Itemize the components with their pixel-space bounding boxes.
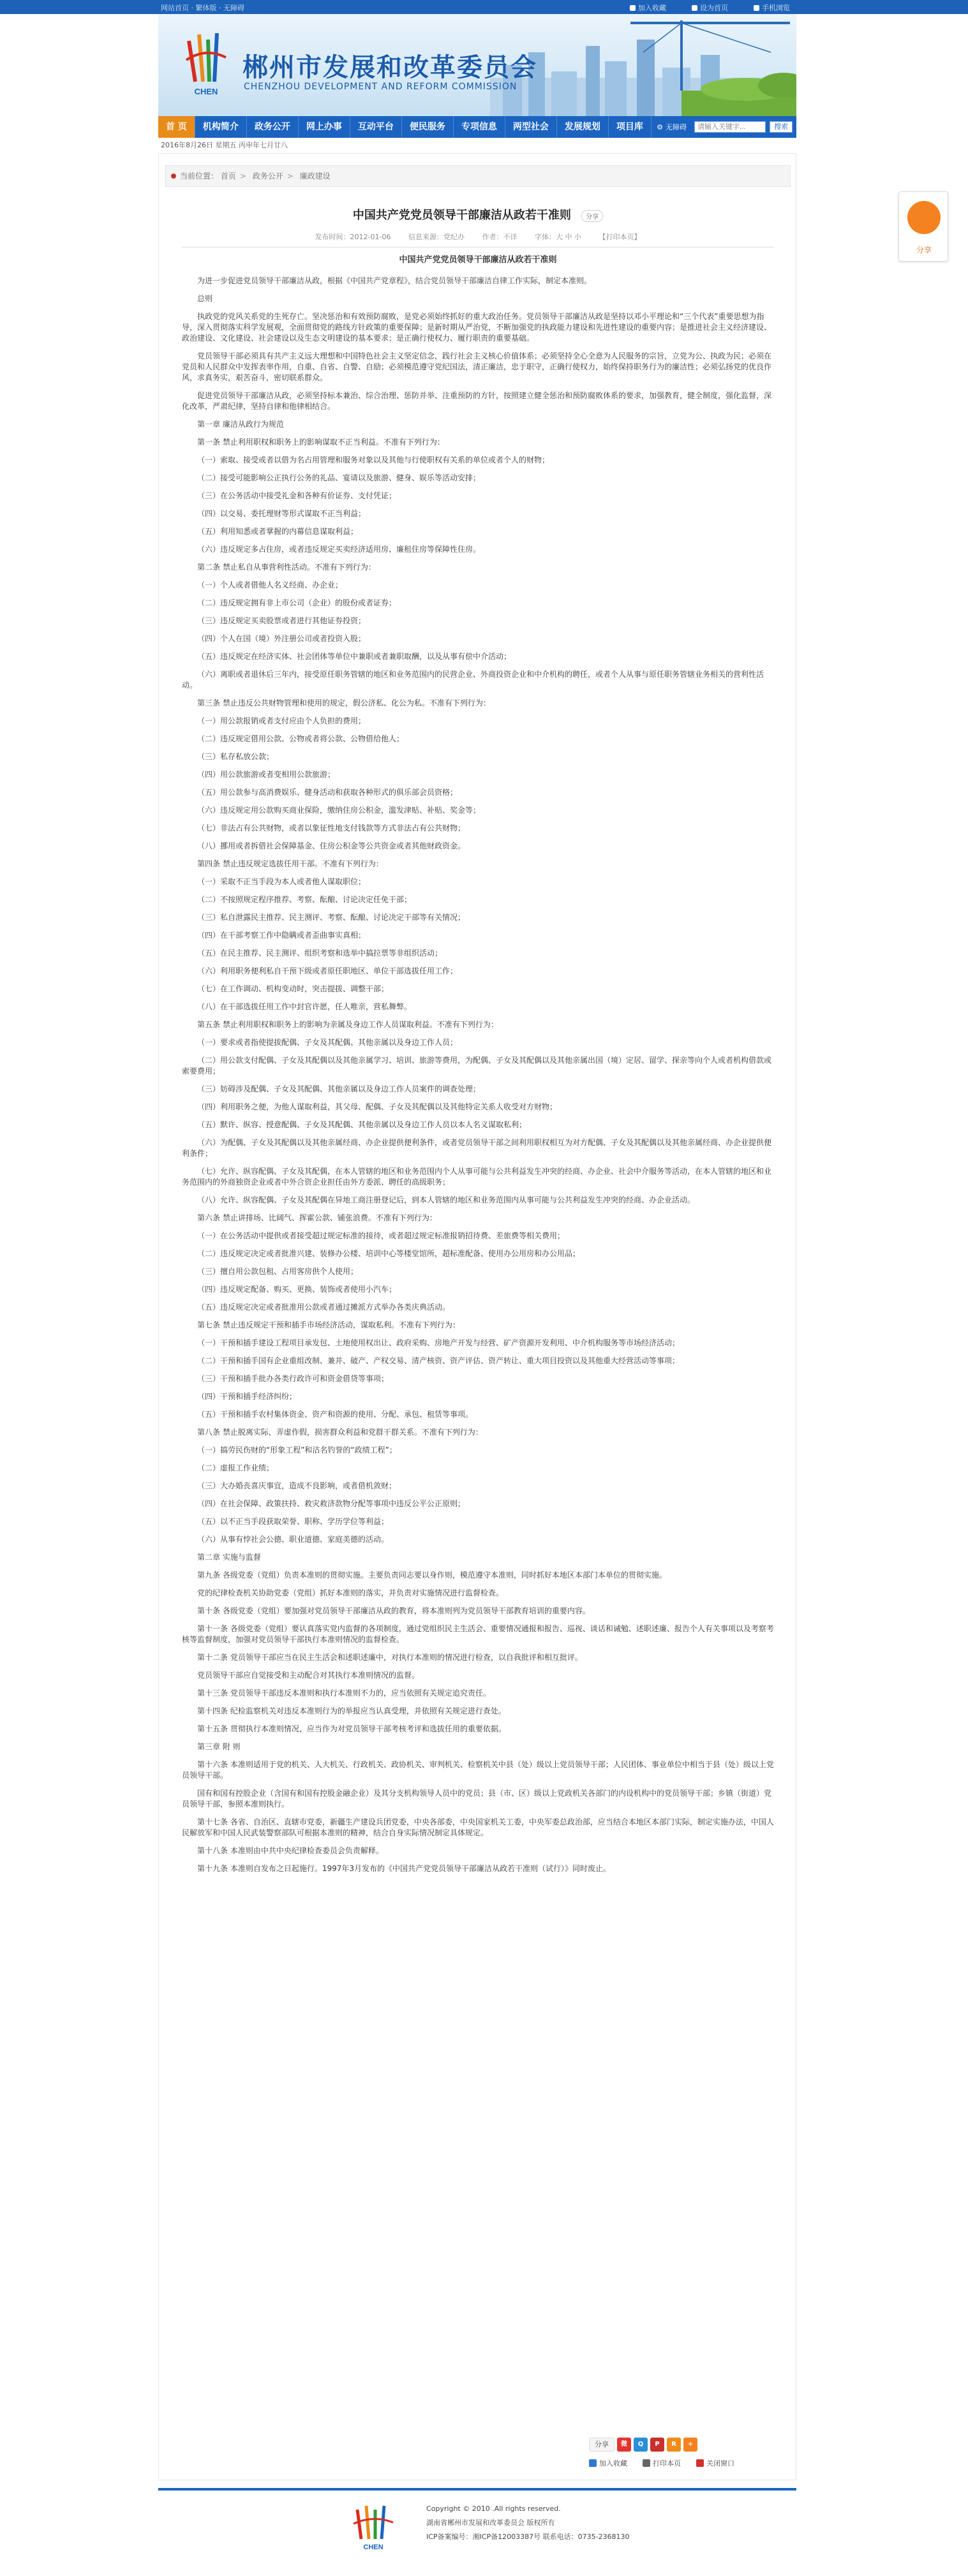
article-paragraph: （五）默许、纵容、授意配偶、子女及其配偶、其他亲属以及身边工作人员以本人名义谋取私利；	[197, 1120, 527, 1129]
icp-line: ICP备案编号：湘ICP备12003387号 联系电话：0735-2368130	[426, 2533, 630, 2541]
printer-icon	[643, 2459, 650, 2467]
add-favorite-tool[interactable]: 加入收藏	[589, 2458, 627, 2468]
article-paragraph: （一）用公款报销或者支付应由个人负担的费用；	[197, 716, 366, 725]
article-paragraph: （三）大办婚丧喜庆事宜，造成不良影响，或者借机敛财；	[197, 1481, 397, 1490]
main-content-panel	[158, 153, 796, 2480]
article-paragraph: （二）不按照规定程序推荐、考察、酝酿、讨论决定任免干部；	[197, 895, 412, 904]
pdf-icon[interactable]: P	[650, 2438, 664, 2452]
article-paragraph: （四）个人在国（境）外注册公司或者投资入股；	[197, 634, 366, 643]
logo-text: CHEN	[194, 87, 218, 96]
article-paragraph: （六）为配偶、子女及其配偶以及其他亲属经商、办企业提供便利条件，或者党员领导干部之间利用职权相互为对方配偶、子女及其配偶以及其他亲属经商、办企业提供便利条件；	[182, 1138, 772, 1158]
info-source: 信息来源：党纪办	[408, 233, 465, 241]
nav-item-interaction[interactable]: 互动平台	[350, 116, 402, 138]
article-paragraph: （五）违反规定决定或者批准用公款或者通过摊派方式举办各类庆典活动。	[197, 1303, 450, 1312]
article-paragraph: （三）违反规定买卖股票或者进行其他证券投资；	[197, 616, 366, 625]
article-paragraph: （六）违反规定多占住房，或者违反规定买卖经济适用房、廉租住房等保障性住房。	[197, 545, 481, 554]
article-paragraph: （二）违反规定拥有非上市公司（企业）的股份或者证券；	[197, 598, 397, 607]
article-paragraph: 第十九条 本准则自发布之日起施行。1997年3月发布的《中国共产党党员领导干部廉洁从政若干准则（试行）》同时废止。	[197, 1864, 611, 1873]
article-paragraph: （三）擅自用公款包租、占用客房供个人使用；	[197, 1267, 359, 1276]
article-paragraph: 第十四条 纪检监察机关对违反本准则行为的举报应当认真受理，并依照有关规定进行查处。	[197, 1706, 506, 1715]
qq-icon[interactable]: Q	[634, 2438, 648, 2452]
top-bar-left-links[interactable]: 网站首页 · 繁体版 · 无障碍	[161, 4, 244, 12]
nav-item-project-library[interactable]: 项目库	[609, 116, 652, 138]
article-meta	[159, 232, 797, 242]
sina-weibo-icon[interactable]: 微	[617, 2438, 631, 2452]
author: 作者：不详	[482, 233, 518, 241]
footer-logo-text: CHEN	[363, 2543, 383, 2551]
article-paragraph: （一）干预和插手建设工程项目承发包、土地使用权出让、政府采购、房地产开发与经营、矿产资源开发利用、中介机构服务等市场经济活动；	[197, 1338, 680, 1347]
main-nav	[158, 116, 796, 138]
breadcrumb-current[interactable]: 廉政建设	[299, 172, 331, 181]
breadcrumb-label: 当前位置：	[180, 172, 219, 181]
article-paragraph: 第十一条 各级党委（党组）要认真落实党内监督的各项制度，通过党组织民主生活会、重要情况通报和报告、巡视、谈话和诫勉、述职述廉、报告个人有关事项以及考察考核等监督制度，加强对党员领导干部执行本准则情况的监督检查。	[182, 1624, 774, 1644]
article-paragraph: （四）用公款旅游或者变相用公款旅游；	[197, 770, 336, 779]
article-paragraph: （三）在公务活动中接受礼金和各种有价证券、支付凭证；	[197, 491, 397, 500]
article-paragraph: （二）干预和插手国有企业重组改制、兼并、破产、产权交易、清产核资、资产评估、资产转让、重大项目投资以及其他重大经营活动等事项；	[197, 1356, 680, 1365]
footer-divider	[158, 2488, 796, 2491]
article-paragraph: （六）利用职务便利私自干预下级或者原任职地区、单位干部选拔任用工作；	[197, 966, 458, 975]
nav-item-online-service[interactable]: 网上办事	[299, 116, 350, 138]
article-paragraph: 第七条 禁止违反规定干预和插手市场经济活动，谋取私利。不准有下列行为：	[197, 1321, 460, 1329]
print-tool[interactable]: 打印本页	[643, 2458, 681, 2468]
breadcrumb: 当前位置： 首页 > 政务公开 > 廉政建设	[165, 165, 791, 187]
favorite-icon	[589, 2459, 597, 2467]
top-bar	[0, 0, 968, 14]
article-paragraph: 党的纪律检查机关协助党委（党组）抓好本准则的落实，并负责对实施情况进行监督检查。	[197, 1588, 504, 1597]
article-paragraph: 第五条 禁止利用职权和职务上的影响为亲属及身边工作人员谋取利益。不准有下列行为：	[197, 1020, 498, 1029]
add-favorite-link[interactable]: 加入收藏	[630, 3, 666, 13]
article-paragraph: （三）妨碍涉及配偶、子女及其配偶、其他亲属以及身边工作人员案件的调查处理；	[197, 1084, 481, 1093]
article-paragraph: （四）干预和插手经济纠纷；	[197, 1392, 297, 1401]
article-paragraph: 党员领导干部应自觉接受和主动配合对其执行本准则情况的监督。	[197, 1671, 420, 1680]
print-page-link[interactable]: 【打印本页】	[599, 233, 641, 241]
article-title: 中国共产党党员领导干部廉洁从政若干准则	[352, 209, 571, 222]
site-banner	[158, 14, 796, 116]
article-paragraph: （八）挪用或者拆借社会保障基金、住房公积金等公共资金或者其他财政资金。	[197, 841, 466, 850]
article-paragraph: 第六条 禁止讲排场、比阔气、挥霍公款、铺张浪费。不准有下列行为：	[197, 1213, 437, 1222]
article-paragraph: 执政党的党风关系党的生死存亡。坚决惩治和有效预防腐败，是党必须始终抓好的重大政治任务。党员领导干部廉洁从政是坚持以邓小平理论和“三个代表”重要思想为指导，深入贯彻落实科学发展观，全面贯彻党的路线方针政策的重要保障；是新时期从严治党，不断加强党的执政能力建设和先进性建设的重要内容；是推进社会主义经济建设、政治建设、文化建设、社会建设以及生态文明建设的基本要求；是正确行使权力、履行职责的重要基础。	[182, 312, 772, 343]
article-paragraph: 为进一步促进党员领导干部廉洁从政，根据《中国共产党章程》，结合党员领导干部廉洁自律工作实际，制定本准则。	[197, 276, 592, 285]
article-paragraph: 第三章 附 则	[197, 1742, 241, 1751]
accessibility-link[interactable]: ⚙ 无障碍	[657, 122, 687, 131]
site-logo[interactable]	[184, 28, 228, 98]
article-paragraph: 促进党员领导干部廉洁从政，必须坚持标本兼治、综合治理、惩防并举、注重预防的方针，按照建立健全惩治和预防腐败体系的要求，加强教育，健全制度，强化监督，深化改革，严肃纪律，坚持自律和他律相结合。	[182, 391, 772, 411]
article-paragraph: （一）要求或者指使提拔配偶、子女及其配偶、其他亲属以及身边工作人员；	[197, 1038, 458, 1047]
article-paragraph: （二）违反规定借用公款、公物或者将公款、公物借给他人；	[197, 734, 405, 743]
site-title: 郴州市发展和改革委员会	[242, 52, 537, 82]
article-paragraph: 党员领导干部必须具有共产主义远大理想和中国特色社会主义坚定信念，践行社会主义核心价值体系；必须坚持全心全意为人民服务的宗旨，立党为公、执政为民；必须在党员和人民群众中发挥表率作用，自重、自省、自警、自励；必须模范遵守党纪国法，清正廉洁，忠于职守，正确行使权力，始终保持职务行为的廉洁性；必须弘扬党的优良作风，求真务实，艰苦奋斗，密切联系群众。	[182, 352, 772, 382]
article-paragraph: （一）采取不正当手段为本人或者他人谋取职位；	[197, 877, 366, 886]
article-paragraph: （四）违反规定配备、购买、更换、装饰或者使用小汽车；	[197, 1285, 397, 1294]
article-paragraph: （八）在干部选拔任用工作中封官许愿，任人唯亲，营私舞弊。	[197, 1002, 412, 1011]
nav-item-public-service[interactable]: 便民服务	[402, 116, 454, 138]
article-paragraph: （七）在工作调动、机构变动时，突击提拔、调整干部；	[197, 984, 389, 993]
article-paragraph: （二）用公款支付配偶、子女及其配偶以及其他亲属学习、培训、旅游等费用，为配偶、子女及其配偶以及其他亲属出国（境）定居、留学、探亲等向个人或者机构借款或索要费用；	[182, 1056, 772, 1076]
article-heading: 中国共产党党员领导干部廉洁从政若干准则	[399, 255, 557, 265]
star-icon	[630, 5, 636, 11]
article-paragraph: （三）私自泄露民主推荐、民主测评、考察、酝酿、讨论决定干部等有关情况；	[197, 913, 466, 922]
rss-icon[interactable]: R	[667, 2438, 681, 2452]
share-bar	[589, 2438, 697, 2452]
article-paragraph: （四）在干部考察工作中隐瞒或者歪曲事实真相；	[197, 931, 366, 940]
article-paragraph: （一）个人或者借他人名义经商、办企业；	[197, 581, 343, 589]
nav-item-gov-affairs[interactable]: 政务公开	[247, 116, 299, 138]
article-paragraph: 第四条 禁止违反规定选拔任用干部。不准有下列行为：	[197, 859, 383, 868]
article-paragraph: （四）以交易、委托理财等形式谋取不正当利益；	[197, 509, 366, 518]
article-paragraph: （一）索取、接受或者以借为名占用管理和服务对象以及其他与行使职权有关系的单位或者个人的财物；	[197, 455, 550, 464]
article-paragraph: 第十二条 党员领导干部应当在民主生活会和述职述廉中，对执行本准则的情况进行检查，以自我批评和相互批评。	[197, 1653, 583, 1662]
floating-share-widget[interactable]	[898, 191, 948, 262]
article-paragraph: （六）从事有悖社会公德、职业道德、家庭美德的活动。	[197, 1535, 389, 1544]
floating-share-label: 分享	[916, 246, 932, 255]
article-paragraph: （三）私存私放公款；	[197, 752, 274, 761]
article-paragraph: 第十五条 贯彻执行本准则情况，应当作为对党员领导干部考核考评和选拔任用的重要依据。	[197, 1724, 506, 1733]
article-paragraph: （五）以不正当手段获取荣誉、职称、学历学位等利益；	[197, 1517, 389, 1526]
article-paragraph: （五）在民主推荐、民主测评、组织考察和选举中搞拉票等非组织活动；	[197, 949, 443, 958]
set-home-link[interactable]: 设为首页	[692, 3, 728, 13]
article-paragraph: （四）利用职务之便，为他人谋取利益，其父母、配偶、子女及其配偶以及其他特定关系人收受对方财物；	[197, 1102, 558, 1111]
article-paragraph: 国有和国有控股企业（含国有和国有控股金融企业）及其分支机构领导人员中的党员；县（市、区）级以上党政机关各部门的内设机构中的党员领导干部；乡镇（街道）党员领导干部，参照本准则执行。	[182, 1789, 772, 1809]
publish-time: 发布时间：2012-01-06	[315, 233, 391, 241]
breadcrumb-gov-affairs[interactable]: 政务公开	[252, 172, 283, 181]
article-paragraph: 第十条 各级党委（党组）要加强对党员领导干部廉洁从政的教育，将本准则列为党员领导干部教育培训的重要内容。	[197, 1606, 590, 1615]
article-paragraph: （一）在公务活动中提供或者接受超过规定标准的接待，或者超过规定标准报销招待费、差旅费等相关费用；	[197, 1231, 565, 1240]
article-paragraph: （二）违反规定决定或者批准兴建、装修办公楼、培训中心等楼堂馆所，超标准配备、使用办公用房和办公用品；	[197, 1249, 581, 1258]
article-paragraph: （五）利用知悉或者掌握的内幕信息谋取利益；	[197, 527, 359, 536]
article-paragraph: 第十七条 各省、自治区、直辖市党委，新疆生产建设兵团党委，中央各部委，中央国家机关工委，中央军委总政治部，应当结合本地区本部门实际，制定实施办法，中国人民解放军和中国人民武装警察部队可根据本准则的精神，结合自身实际情况制定具体规定。	[182, 1817, 774, 1837]
location-dot-icon	[171, 174, 176, 179]
article-paragraph: （一）搞劳民伤财的“形象工程”和沽名钓誉的“政绩工程”；	[197, 1446, 397, 1455]
article-paragraph: 总则	[197, 294, 213, 303]
accessibility-icon: ⚙	[657, 122, 663, 131]
nav-item-home[interactable]: 首 页	[158, 116, 195, 138]
site-footer	[158, 2492, 796, 2568]
copyright-line: Copyright © 2010 .All rights reserved.	[426, 2505, 561, 2513]
article-paragraph: （四）在社会保障、政策扶持、救灾救济款物分配等事项中违反公平公正原则；	[197, 1499, 466, 1508]
share-button[interactable]: 分享	[589, 2438, 614, 2452]
article-paragraph: （三）干预和插手批办各类行政许可和资金借贷等事项；	[197, 1374, 389, 1383]
site-subtitle: CHENZHOU DEVELOPMENT AND REFORM COMMISSION	[244, 82, 518, 92]
search-button[interactable]: 搜索	[770, 121, 793, 133]
article-paragraph: （七）允许、纵容配偶、子女及其配偶，在本人管辖的地区和业务范围内个人从事可能与公共利益发生冲突的经商、办企业、社会中介服务等活动，在本人管辖的地区和业务范围内的外商独资企业或者中外合资企业担任由外方委派、聘任的高级职务；	[182, 1167, 772, 1187]
article-paragraph: （二）虚报工作业绩；	[197, 1463, 274, 1472]
article-paragraph: 第八条 禁止脱离实际，弄虚作假，损害群众利益和党群干群关系。不准有下列行为：	[197, 1428, 483, 1437]
article-tools	[589, 2458, 734, 2468]
share-logo-icon	[907, 201, 941, 234]
title-divider	[182, 247, 774, 248]
nav-item-special-info[interactable]: 专项信息	[454, 116, 505, 138]
phone-icon	[754, 5, 759, 11]
nav-item-two-type-society[interactable]: 两型社会	[505, 116, 557, 138]
article-paragraph: 第十八条 本准则由中共中央纪律检查委员会负责解释。	[197, 1846, 383, 1855]
nav-item-about[interactable]: 机构简介	[195, 116, 247, 138]
article-paragraph: （六）违反规定用公款购买商业保险，缴纳住房公积金，滥发津贴、补贴、奖金等；	[197, 806, 481, 815]
search-input[interactable]	[694, 121, 766, 133]
footer-text	[426, 2502, 630, 2544]
article-paragraph: （八）允许、纵容配偶、子女及其配偶在异地工商注册登记后，到本人管辖的地区和业务范围内从事可能与公共利益发生冲突的经商、办企业活动。	[197, 1195, 696, 1204]
footer-logo	[351, 2503, 396, 2552]
article-paragraph: 第二章 实施与监督	[197, 1553, 261, 1562]
article-paragraph: （五）违反规定在经济实体、社会团体等单位中兼职或者兼职取酬，以及从事有偿中介活动；	[197, 652, 512, 661]
article-paragraph: 第二条 禁止私自从事营利性活动。不准有下列行为：	[197, 563, 376, 572]
close-window-tool[interactable]: 关闭窗口	[696, 2458, 734, 2468]
article-paragraph: （七）非法占有公共财物，或者以象征性地支付钱款等方式非法占有公共财物；	[197, 824, 466, 833]
article-paragraph: 第一章 廉洁从政行为规范	[197, 420, 284, 429]
home-icon	[692, 5, 697, 11]
close-icon	[696, 2459, 704, 2467]
article-paragraph: 第三条 禁止违反公共财物管理和使用的规定，假公济私、化公为私。不准有下列行为：	[197, 699, 491, 707]
more-icon[interactable]: +	[683, 2438, 697, 2452]
font-size-switch[interactable]: 字体：大 中 小	[534, 233, 581, 241]
article-paragraph: 第十六条 本准则适用于党的机关、人大机关、行政机关、政协机关、审判机关、检察机关中县（处）级以上党员领导干部；人民团体、事业单位中相当于县（处）级以上党员领导干部。	[182, 1760, 774, 1780]
article-paragraph: （二）接受可能影响公正执行公务的礼品、宴请以及旅游、健身、娱乐等活动安排；	[197, 473, 481, 482]
share-chip-button[interactable]: 分享	[581, 210, 603, 222]
article-body	[182, 255, 774, 2443]
mobile-link[interactable]: 手机浏览	[754, 3, 790, 13]
article-paragraph: （五）用公款参与高消费娱乐、健身活动和获取各种形式的俱乐部会员资格；	[197, 788, 458, 797]
article-paragraph: 第一条 禁止利用职权和职务上的影响谋取不正当利益。不准有下列行为：	[197, 438, 445, 447]
article-paragraph: 第十三条 党员领导干部违反本准则和执行本准则不力的，应当依照有关规定追究责任。	[197, 1689, 491, 1698]
breadcrumb-home[interactable]: 首页	[220, 172, 236, 181]
article-title-row	[159, 206, 797, 223]
article-paragraph: 第九条 各级党委（党组）负责本准则的贯彻实施。主要负责同志要以身作则，模范遵守本准则，同时抓好本地区本部门本单位的贯彻实施。	[197, 1571, 667, 1580]
article-paragraph: （六）离职或者退休后三年内，接受原任职务管辖的地区和业务范围内的民营企业、外商投资企业和中介机构的聘任，或者个人从事与原任职务管辖业务相关的营利性活动。	[182, 670, 764, 690]
owner-line: 湖南省郴州市发展和改革委员会 版权所有	[426, 2519, 555, 2527]
article-paragraph: （五）干预和插手农村集体资金、资产和资源的使用、分配、承包、租赁等事项。	[197, 1410, 473, 1419]
date-bar: 2016年8月26日 星期五 丙申年七月廿八	[161, 141, 288, 149]
nav-item-planning[interactable]: 发展规划	[557, 116, 609, 138]
